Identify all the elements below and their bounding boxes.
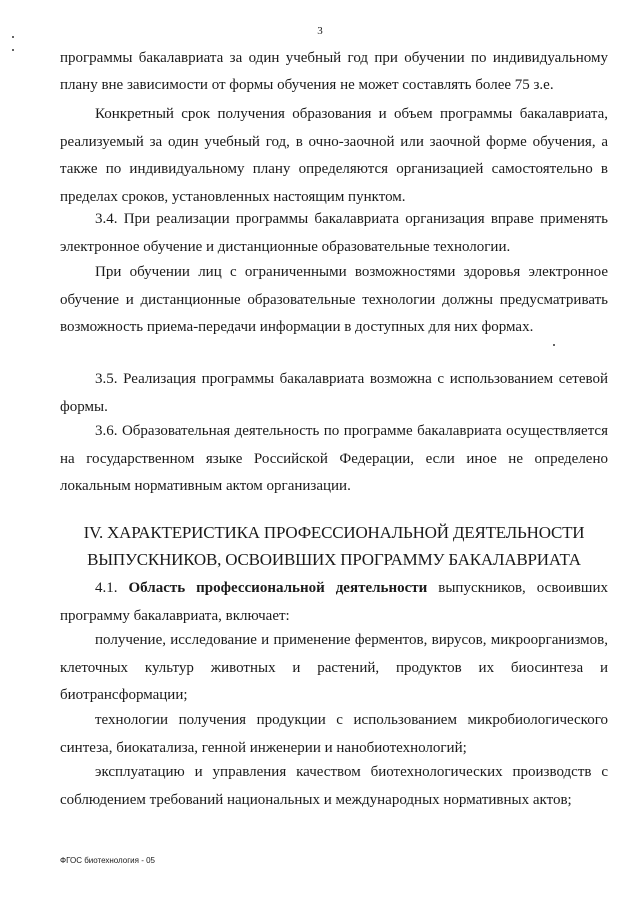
clause-bold-term: Область профессиональной деятельности	[128, 580, 428, 596]
paragraph-3-6: 3.6. Образовательная деятельность по программе бакалавриата осуществляется на государственном языке Российской Федерации, если иное не определено локальным нормативным актом организации.	[60, 423, 608, 494]
section-heading-line-1: IV. ХАРАКТЕРИСТИКА ПРОФЕССИОНАЛЬНОЙ ДЕЯТЕЛЬНОСТИ	[83, 523, 585, 542]
page-number: 3	[317, 25, 323, 37]
paragraph-3-4: 3.4. При реализации программы бакалавриата организация вправе применять электронное обучение и дистанционные образовательные технологии.	[60, 211, 608, 255]
paragraph-term-volume: Конкретный срок получения образования и объем программы бакалавриата, реализуемый за один учебный год, в очно-заочной или заочной форме обучения, а также по индивидуальному плану определяются организацией самостоятельно в пределах сроков, установленных настоящим пунктом.	[60, 106, 608, 205]
list-item: эксплуатацию и управления качеством биотехнологических производств с соблюдением требований национальных и международных нормативных актов;	[60, 764, 608, 808]
list-item: технологии получения продукции с использованием микробиологического синтеза, биокатализа, генной инженерии и нанобиотехнологий;	[60, 712, 608, 756]
clause-number: 4.1.	[95, 580, 118, 596]
clause-text: выпускников, освоивших программу бакалавриата, включает:	[60, 580, 609, 624]
section-heading-line-2: ВЫПУСКНИКОВ, ОСВОИВШИХ ПРОГРАММУ БАКАЛАВРИАТА	[87, 550, 581, 569]
paragraph-disabilities: При обучении лиц с ограниченными возможностями здоровья электронное обучение и дистанционные образовательные технологии должны предусматривать возможность приема-передачи информации в доступных для них формах.	[60, 264, 608, 335]
footer-label: ФГОС биотехнология - 05	[60, 856, 155, 865]
paragraph-line: программы бакалавриата за один учебный год при обучении по индивидуальному	[60, 50, 608, 66]
scan-speck	[12, 49, 14, 51]
list-item: получение, исследование и применение ферментов, вирусов, микроорганизмов, клеточных культур животных и растений, продуктов их биосинтеза и биотрансформации;	[60, 632, 608, 703]
clause-4-1	[60, 575, 608, 630]
scan-speck	[553, 344, 555, 346]
paragraph-3-5: 3.5. Реализация программы бакалавриата возможна с использованием сетевой формы.	[60, 371, 608, 415]
paragraph-continuation: плану вне зависимости от формы обучения не может составлять более 75 з.е.	[60, 77, 554, 93]
